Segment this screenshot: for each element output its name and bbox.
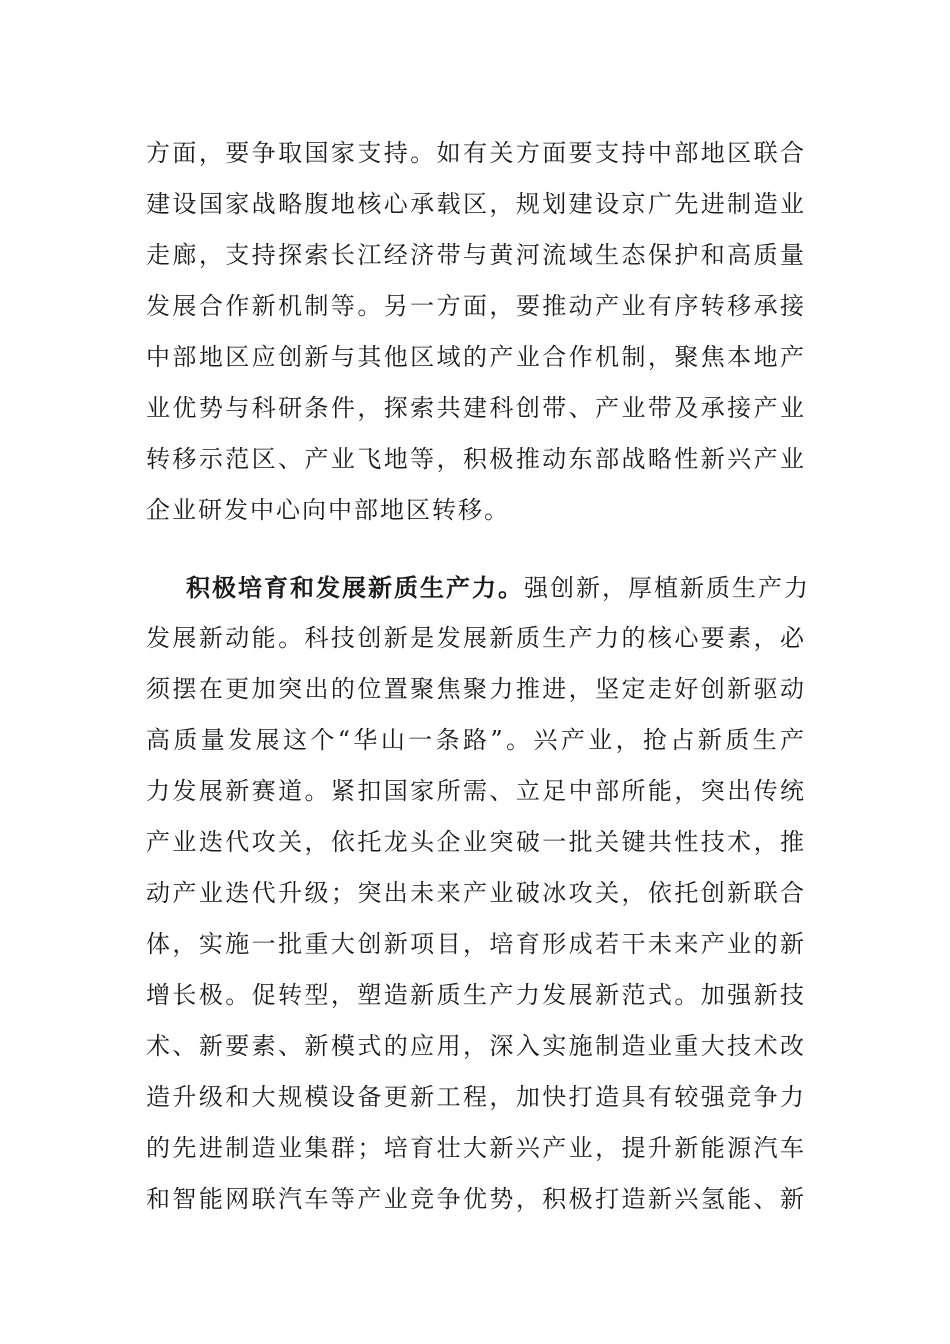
paragraph-gap bbox=[146, 536, 806, 562]
text-line: 发展合作新机制等。另一方面，要推动产业有序转移承接 bbox=[146, 292, 806, 320]
text-line: 中部地区应创新与其他区域的产业合作机制，聚焦本地产 bbox=[146, 343, 806, 371]
text-line: 发展新动能。科技创新是发展新质生产力的核心要素，必 bbox=[146, 624, 806, 652]
text-line: 业优势与科研条件，探索共建科创带、产业带及承接产业 bbox=[146, 394, 806, 422]
text-line: 企业研发中心向中部地区转移。 bbox=[146, 496, 510, 524]
document-body bbox=[146, 128, 810, 1225]
text-line: 转移示范区、产业飞地等，积极推动东部战略性新兴产业 bbox=[146, 445, 806, 473]
text-line: 须摆在更加突出的位置聚焦聚力推进，坚定走好创新驱动 bbox=[146, 675, 806, 703]
text-line: 的先进制造业集群；培育壮大新兴产业，提升新能源汽车 bbox=[146, 1134, 806, 1162]
text-line: 方面，要争取国家支持。如有关方面要支持中部地区联合 bbox=[146, 139, 806, 167]
paragraph-heading: 积极培育和发展新质生产力。 bbox=[186, 573, 524, 602]
paragraph-1 bbox=[146, 128, 806, 536]
text-line: 建设国家战略腹地核心承载区，规划建设京广先进制造业 bbox=[146, 190, 806, 218]
text-line-first bbox=[146, 562, 810, 613]
text-line: 增长极。促转型，塑造新质生产力发展新范式。加强新技 bbox=[146, 981, 806, 1009]
text-line: 体，实施一批重大创新项目，培育形成若干未来产业的新 bbox=[146, 930, 806, 958]
text-line: 动产业迭代升级；突出未来产业破冰攻关，依托创新联合 bbox=[146, 879, 806, 907]
text-line: 术、新要素、新模式的应用，深入实施制造业重大技术改 bbox=[146, 1032, 806, 1060]
text-line: 和智能网联汽车等产业竞争优势，积极打造新兴氢能、新 bbox=[146, 1185, 806, 1213]
text-line: 造升级和大规模设备更新工程，加快打造具有较强竞争力 bbox=[146, 1083, 806, 1111]
text-line: 力发展新赛道。紧扣国家所需、立足中部所能，突出传统 bbox=[146, 777, 806, 805]
text-line: 走廊，支持探索长江经济带与黄河流域生态保护和高质量 bbox=[146, 241, 806, 269]
text-line: 产业迭代攻关，依托龙头企业突破一批关键共性技术，推 bbox=[146, 828, 806, 856]
text-line: 高质量发展这个“华山一条路”。兴产业，抢占新质生产 bbox=[146, 726, 806, 754]
paragraph-2 bbox=[146, 562, 810, 1225]
heading-line-rest: 强创新，厚植新质生产力 bbox=[524, 574, 810, 602]
